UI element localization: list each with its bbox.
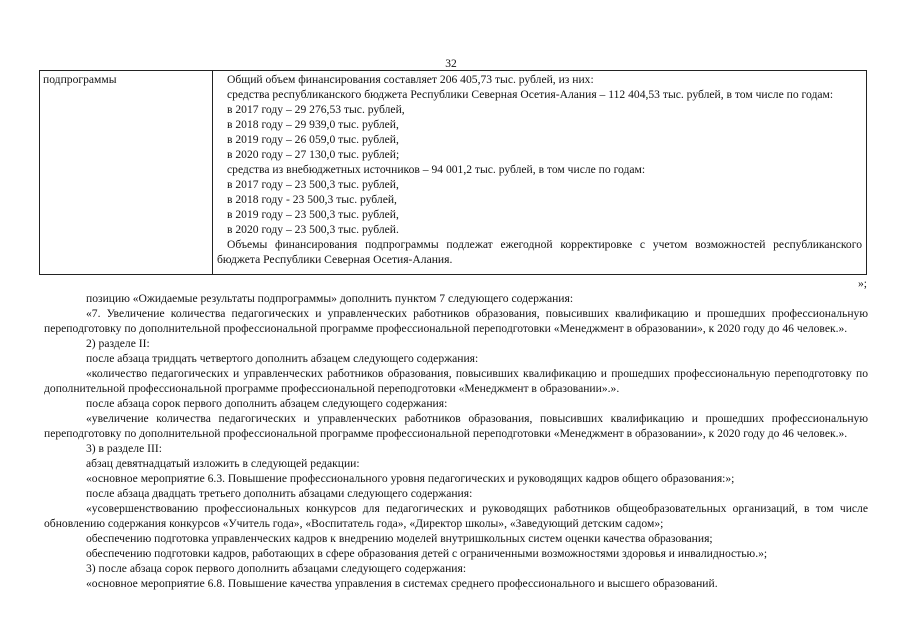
table-line: в 2019 году – 26 059,0 тыс. рублей, — [227, 133, 399, 146]
paragraph: после абзаца сорок первого дополнить абзацем следующего содержания: — [86, 397, 448, 410]
table-right-cell — [213, 71, 866, 267]
paragraph: «основное мероприятие 6.8. Повышение качества управления в системах среднего профессионального и высшего образований. — [86, 577, 718, 590]
paragraph: «7. Увеличение количества педагогических и управленческих работников образования, повысивших квалификацию и прошедших профессиональную переподготовку по дополнительной профессиональной программе профессиональной переподготовки «Менеджмент в образовании», к 2020 году до 46 человек.». — [44, 307, 868, 335]
paragraph: «количество педагогических и управленческих работников образования, повысивших квалификацию и прошедших профессиональную переподготовку по дополнительной профессиональной программе профессиональной переподготовки «Менеджмент в образовании».». — [44, 367, 868, 395]
table-line: Общий объем финансирования составляет 206 405,73 тыс. рублей, из них: — [227, 73, 594, 86]
table-line: в 2019 году – 23 500,3 тыс. рублей, — [227, 208, 399, 221]
paragraph: 3) в разделе III: — [86, 442, 162, 455]
paragraph: «усовершенствованию профессиональных конкурсов для педагогических и руководящих работников общеобразовательных организаций, в том числе обновлению содержания конкурсов «Учитель года», «Воспитатель года», «Директор школы», «Заведующий детским садом»; — [44, 502, 868, 530]
table-line: в 2017 году – 23 500,3 тыс. рублей, — [227, 178, 399, 191]
paragraph: 2) разделе II: — [86, 337, 150, 350]
paragraph: обеспечению подготовки кадров, работающих в сфере образования детей с ограниченными возможностями здоровья и инвалидностью.»; — [86, 547, 768, 560]
paragraph: «увеличение количества педагогических и управленческих работников образования, повысивших квалификацию и прошедших профессиональную переподготовку по дополнительной профессиональной программе профессиональной переподготовки «Менеджмент в образовании», к 2020 году до 46 человек.». — [44, 412, 868, 440]
paragraph: обеспечению подготовка управленческих кадров к внедрению моделей внутришкольных систем оценки качества образования; — [86, 532, 713, 545]
paragraph: после абзаца двадцать третьего дополнить абзацами следующего содержания: — [86, 487, 473, 500]
table-line: в 2020 году – 23 500,3 тыс. рублей. — [227, 223, 399, 236]
paragraph: «основное мероприятие 6.3. Повышение профессионального уровня педагогических и руководящих кадров общего образования:»; — [86, 472, 735, 485]
table-line: в 2020 году – 27 130,0 тыс. рублей; — [227, 148, 400, 161]
page-number: 32 — [445, 58, 457, 70]
table-left-cell: подпрограммы — [40, 71, 213, 274]
table-line: средства из внебюджетных источников – 94 001,2 тыс. рублей, в том числе по годам: — [227, 163, 646, 176]
paragraph: после абзаца тридцать четвертого дополнить абзацем следующего содержания: — [86, 352, 479, 365]
table-closing-quote: »; — [857, 277, 867, 290]
paragraph: абзац девятнадцатый изложить в следующей редакции: — [86, 457, 360, 470]
table-line: в 2018 году - 23 500,3 тыс. рублей, — [227, 193, 397, 206]
table-line: средства республиканского бюджета Республики Северная Осетия-Алания – 112 404,53 тыс. рублей, в том числе по годам: — [227, 88, 834, 101]
paragraph: 3) после абзаца сорок первого дополнить абзацами следующего содержания: — [86, 562, 467, 575]
document-body — [44, 291, 868, 591]
table-line: Объемы финансирования подпрограммы подлежат ежегодной корректировке с учетом возможностей республиканского бюджета Республики Северная Осетия-Алания. — [217, 238, 862, 266]
table-line: в 2018 году – 29 939,0 тыс. рублей, — [227, 118, 399, 131]
table-line: в 2017 году – 29 276,53 тыс. рублей, — [227, 103, 405, 116]
financing-table — [39, 70, 867, 275]
paragraph: позицию «Ожидаемые результаты подпрограммы» дополнить пунктом 7 следующего содержания: — [86, 292, 574, 305]
